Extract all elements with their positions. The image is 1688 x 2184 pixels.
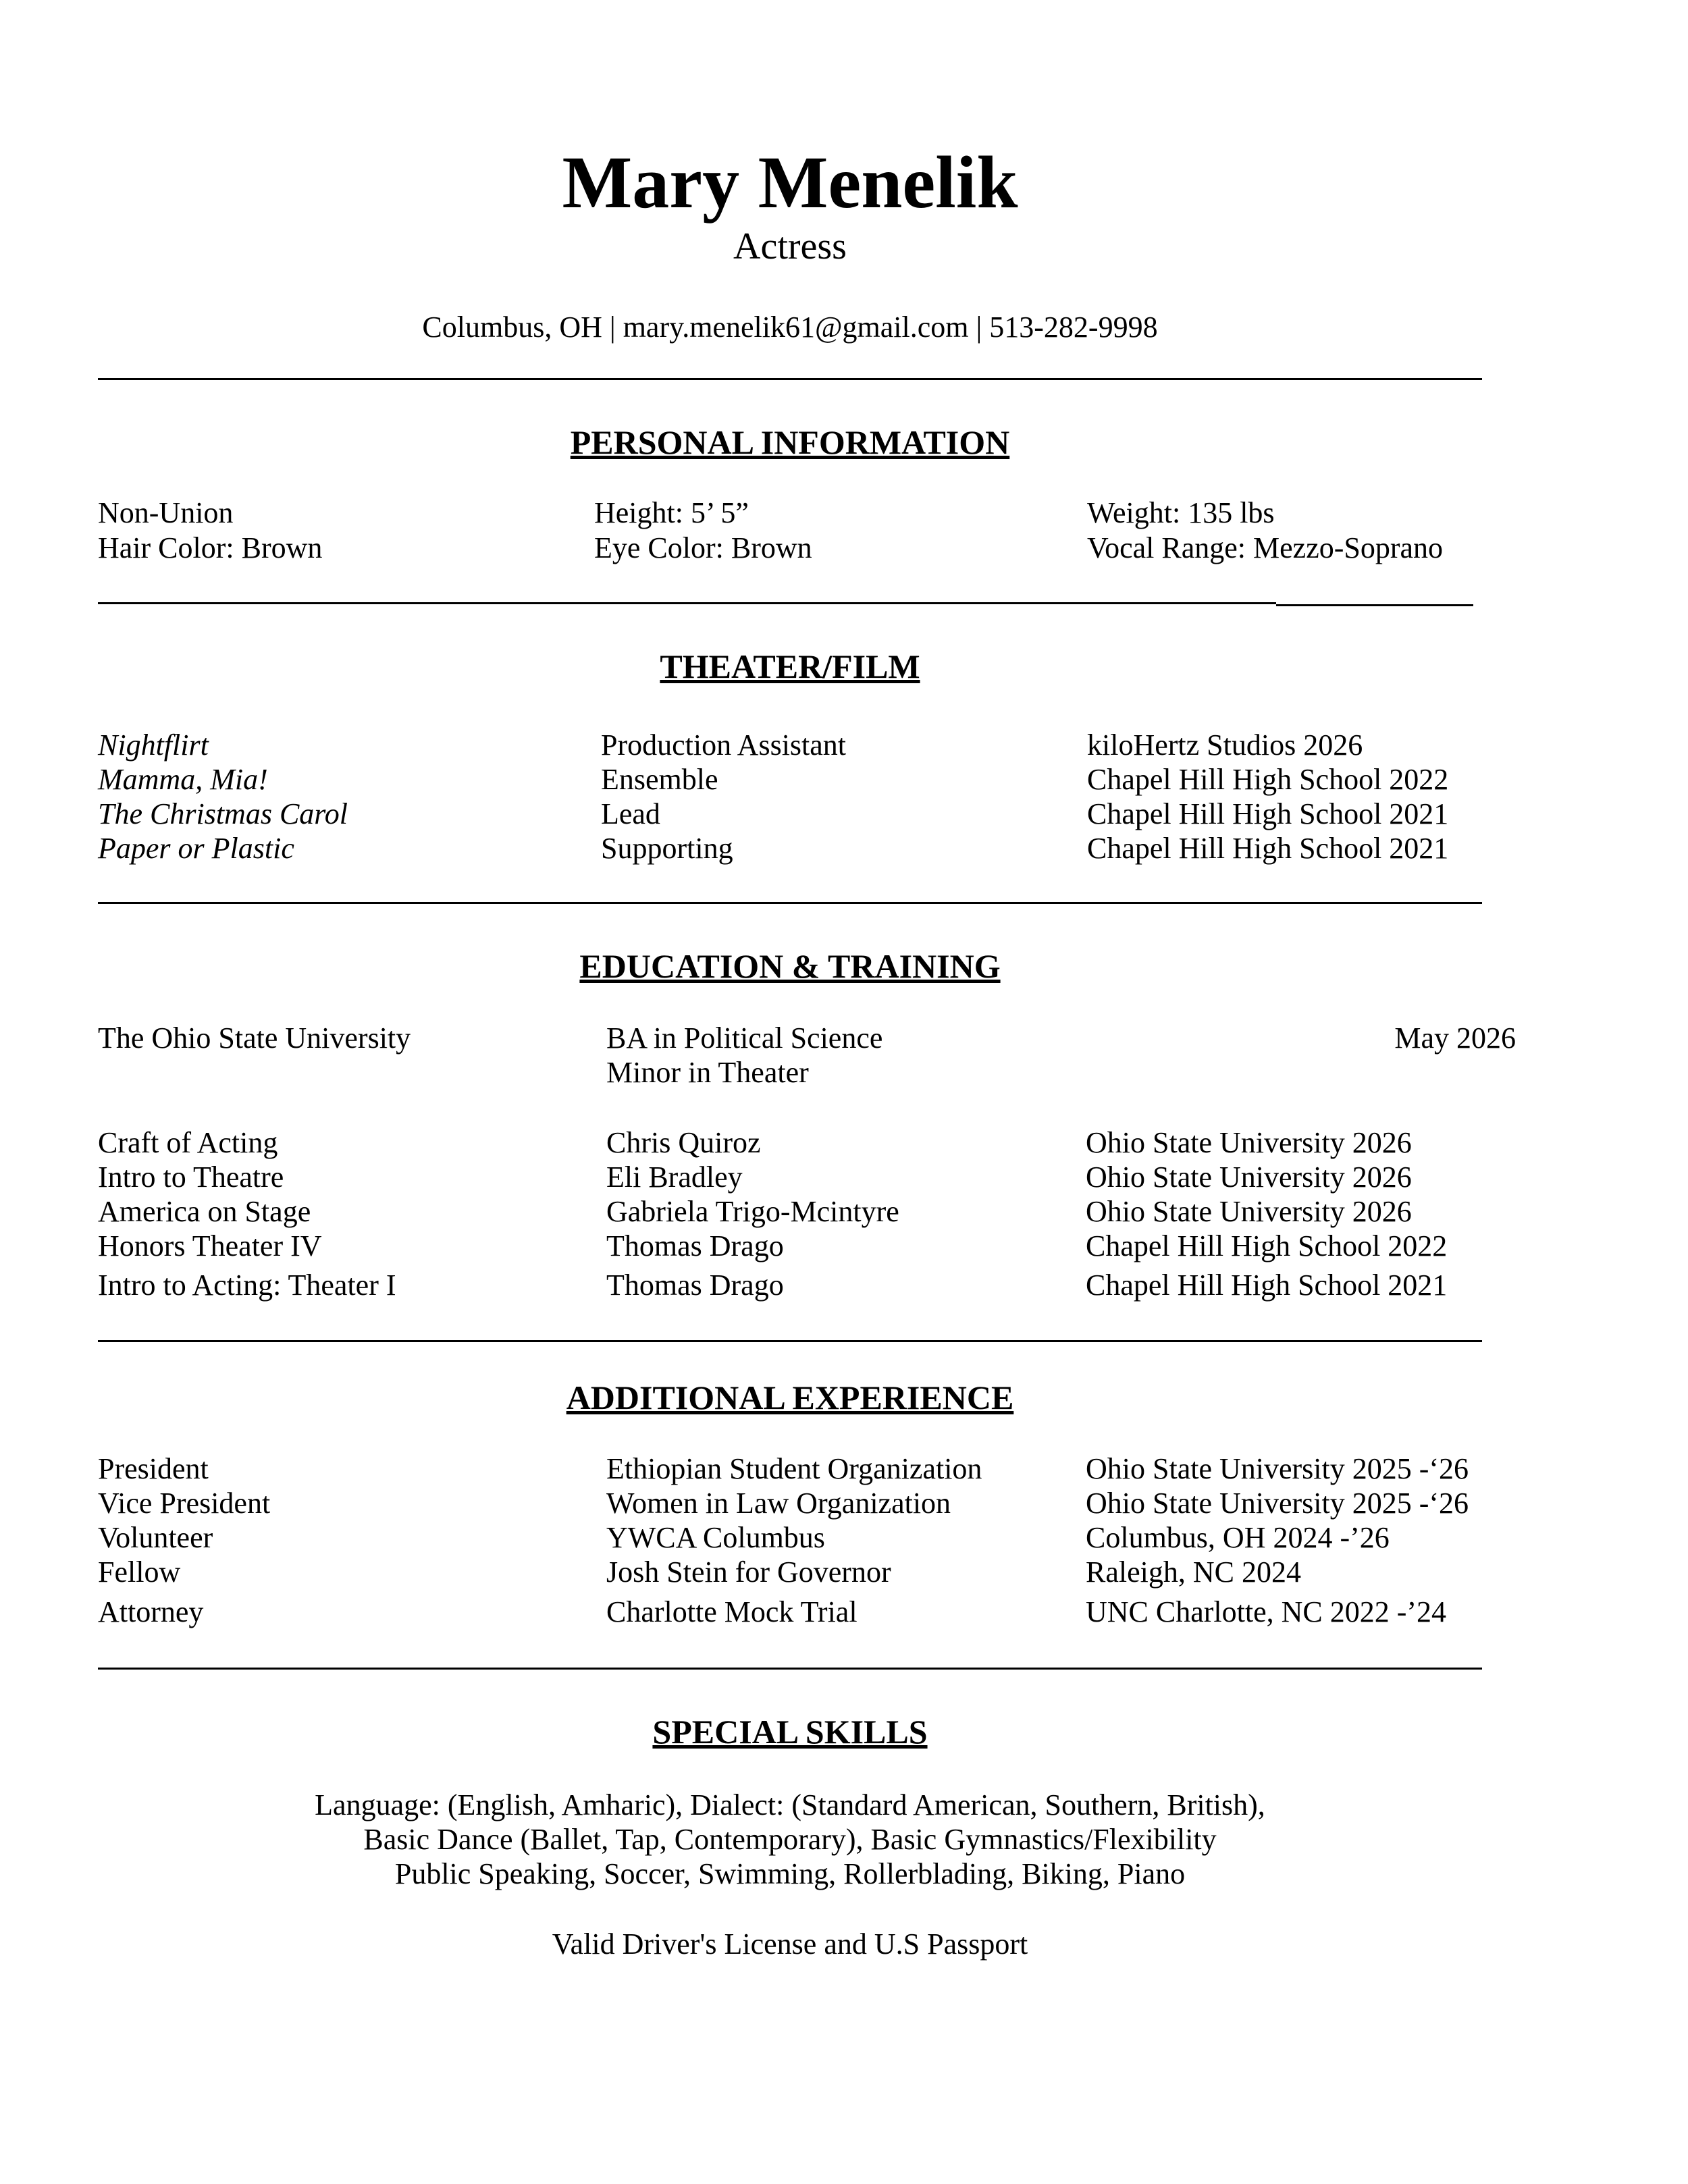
resume-role: Actress [733,225,847,267]
minor: Minor in Theater [606,1056,809,1089]
personal-row [98,496,1516,531]
section-heading-additional: ADDITIONAL EXPERIENCE [566,1379,1014,1416]
degree: BA in Political Science [606,1021,883,1055]
skills-line: Public Speaking, Soccer, Swimming, Rollerblading, Biking, Piano [394,1857,1186,1890]
course-location: Chapel Hill High School 2022 [1086,1229,1448,1262]
experience-organization: Josh Stein for Governor [606,1555,891,1589]
course-name: Intro to Acting: Theater I [98,1269,396,1302]
experience-row [98,1451,1516,1487]
skills-line: Basic Dance (Ballet, Tap, Contemporary), Basic Gymnastics/Flexibility [363,1823,1217,1856]
course-name: America on Stage [98,1195,311,1228]
contact-line: Columbus, OH | mary.menelik61@gmail.com | 513-282-9998 [422,311,1158,344]
divider [98,602,1276,604]
section-heading-personal: PERSONAL INFORMATION [570,423,1010,461]
divider [98,902,1482,904]
divider [98,378,1482,380]
instructor: Chris Quiroz [606,1126,761,1159]
course-name: Craft of Acting [98,1126,278,1159]
section-heading-skills: SPECIAL SKILLS [652,1713,928,1751]
divider [1276,604,1473,606]
school-name: The Ohio State University [98,1021,411,1055]
course-location: Chapel Hill High School 2021 [1086,1269,1448,1302]
experience-organization: Charlotte Mock Trial [606,1595,858,1628]
course-location: Ohio State University 2026 [1086,1161,1412,1194]
license-line: Valid Driver's License and U.S Passport [552,1927,1028,1961]
personal-col2: Eye Color: Brown [594,531,812,564]
production-role: Production Assistant [601,728,847,762]
training-row [98,1194,1516,1229]
experience-location: UNC Charlotte, NC 2022 -’24 [1086,1595,1447,1628]
skills-line: Language: (English, Amharic), Dialect: (Standard American, Southern, British), [315,1788,1265,1821]
education-degree-row [98,1021,1516,1056]
production-title: Mamma, Mia! [98,763,268,796]
personal-col3: Vocal Range: Mezzo-Soprano [1087,531,1444,564]
experience-location: Columbus, OH 2024 -’26 [1086,1521,1390,1554]
experience-title: Vice President [98,1487,271,1520]
personal-col2: Height: 5’ 5” [594,496,749,529]
production-title: Paper or Plastic [98,832,294,865]
graduation-date: May 2026 [1394,1021,1516,1055]
personal-col1: Hair Color: Brown [98,531,323,564]
course-location: Ohio State University 2026 [1086,1195,1412,1228]
section-heading-education: EDUCATION & TRAINING [579,947,1001,985]
course-name: Honors Theater IV [98,1229,322,1262]
theater-row [98,728,1516,763]
instructor: Thomas Drago [606,1229,784,1262]
production-venue: Chapel Hill High School 2022 [1087,763,1449,796]
training-row [98,1268,1516,1303]
experience-row [98,1595,1516,1630]
education-minor-row [98,1055,1516,1090]
instructor: Gabriela Trigo-Mcintyre [606,1195,899,1228]
production-venue: kiloHertz Studios 2026 [1087,728,1363,762]
production-role: Supporting [601,832,733,865]
training-row [98,1125,1516,1161]
experience-title: Attorney [98,1595,204,1628]
theater-row [98,831,1516,866]
production-venue: Chapel Hill High School 2021 [1087,797,1449,830]
section-heading-theater: THEATER/FILM [660,647,920,685]
experience-row [98,1486,1516,1521]
training-row [98,1229,1516,1264]
experience-organization: Ethiopian Student Organization [606,1452,982,1485]
theater-row [98,762,1516,797]
training-row [98,1160,1516,1195]
experience-row [98,1520,1516,1555]
divider [98,1668,1482,1670]
production-role: Ensemble [601,763,718,796]
instructor: Eli Bradley [606,1161,743,1194]
experience-row [98,1555,1516,1590]
production-venue: Chapel Hill High School 2021 [1087,832,1449,865]
personal-row [98,531,1516,566]
production-title: Nightflirt [98,728,209,762]
theater-row [98,797,1516,832]
experience-location: Raleigh, NC 2024 [1086,1555,1301,1589]
experience-title: President [98,1452,209,1485]
experience-title: Volunteer [98,1521,213,1554]
course-name: Intro to Theatre [98,1161,284,1194]
instructor: Thomas Drago [606,1269,784,1302]
course-location: Ohio State University 2026 [1086,1126,1412,1159]
experience-organization: YWCA Columbus [606,1521,825,1554]
resume-name: Mary Menelik [562,141,1018,223]
experience-location: Ohio State University 2025 -‘26 [1086,1452,1469,1485]
experience-location: Ohio State University 2025 -‘26 [1086,1487,1469,1520]
production-title: The Christmas Carol [98,797,348,830]
production-role: Lead [601,797,660,830]
personal-col1: Non-Union [98,496,234,529]
divider [98,1340,1482,1342]
experience-organization: Women in Law Organization [606,1487,951,1520]
experience-title: Fellow [98,1555,181,1589]
personal-col3: Weight: 135 lbs [1087,496,1275,529]
